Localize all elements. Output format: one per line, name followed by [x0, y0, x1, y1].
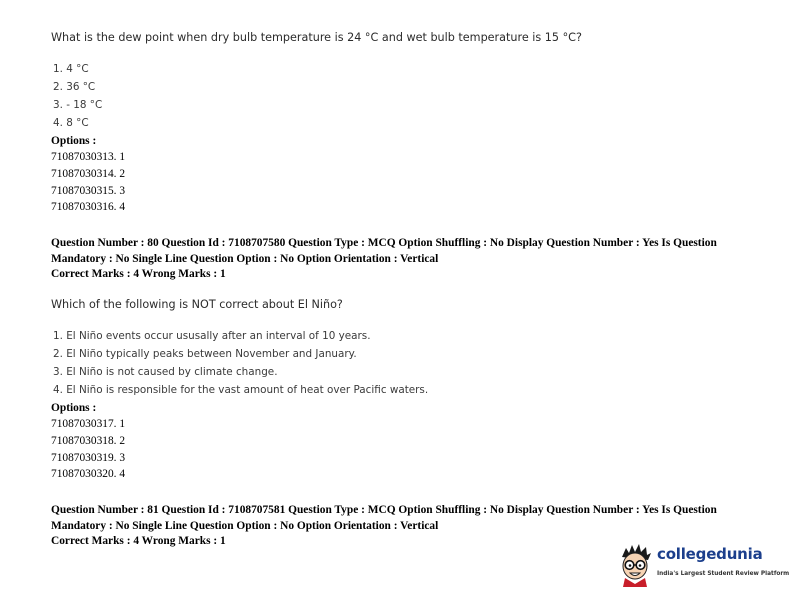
choice-item: 4. 8 °C — [53, 117, 89, 129]
option-id: 71087030320. 4 — [51, 468, 126, 480]
option-id: 71087030318. 2 — [51, 435, 126, 447]
choice-item: 3. El Niño is not caused by climate change. — [53, 366, 278, 378]
options-label: Options : — [51, 135, 97, 147]
question-81-marks: Correct Marks : 4 Wrong Marks : 1 — [51, 535, 226, 547]
question-80-text: Which of the following is NOT correct about El Niño? — [51, 298, 343, 311]
option-id: 71087030317. 1 — [51, 418, 126, 430]
choice-item: 1. 4 °C — [53, 63, 89, 75]
choice-item: 4. El Niño is responsible for the vast amount of heat over Pacific waters. — [53, 384, 429, 396]
choice-item: 3. - 18 °C — [53, 99, 103, 111]
logo-wordmark: collegedunia — [657, 545, 763, 563]
choice-item: 2. 36 °C — [53, 81, 96, 93]
mascot-icon — [617, 543, 655, 587]
question-81-meta: Question Number : 81 Question Id : 7108707581 Question Type : MCQ Option Shuffling : No Display Question Number : Yes Is Question Mandatory : No Single Line Question Option : No Option Orientation : Vertical — [51, 504, 717, 532]
option-id: 71087030316. 4 — [51, 201, 126, 213]
option-id: 71087030313. 1 — [51, 151, 126, 163]
choice-item: 2. El Niño typically peaks between November and January. — [53, 348, 357, 360]
option-id: 71087030319. 3 — [51, 452, 126, 464]
collegedunia-logo — [617, 543, 790, 588]
question-79-text: What is the dew point when dry bulb temperature is 24 °C and wet bulb temperature is 15 °C? — [51, 31, 582, 44]
question-79-choices — [53, 60, 102, 132]
question-80-choices — [53, 327, 428, 399]
option-id: 71087030314. 2 — [51, 168, 126, 180]
options-label: Options : — [51, 402, 97, 414]
logo-tagline: India's Largest Student Review Platform — [657, 571, 790, 577]
question-80-meta: Question Number : 80 Question Id : 7108707580 Question Type : MCQ Option Shuffling : No Display Question Number : Yes Is Question Mandatory : No Single Line Question Option : No Option Orientation : Vertical — [51, 237, 717, 265]
option-id: 71087030315. 3 — [51, 185, 126, 197]
question-80-marks: Correct Marks : 4 Wrong Marks : 1 — [51, 268, 226, 280]
choice-item: 1. El Niño events occur ususally after an interval of 10 years. — [53, 330, 371, 342]
